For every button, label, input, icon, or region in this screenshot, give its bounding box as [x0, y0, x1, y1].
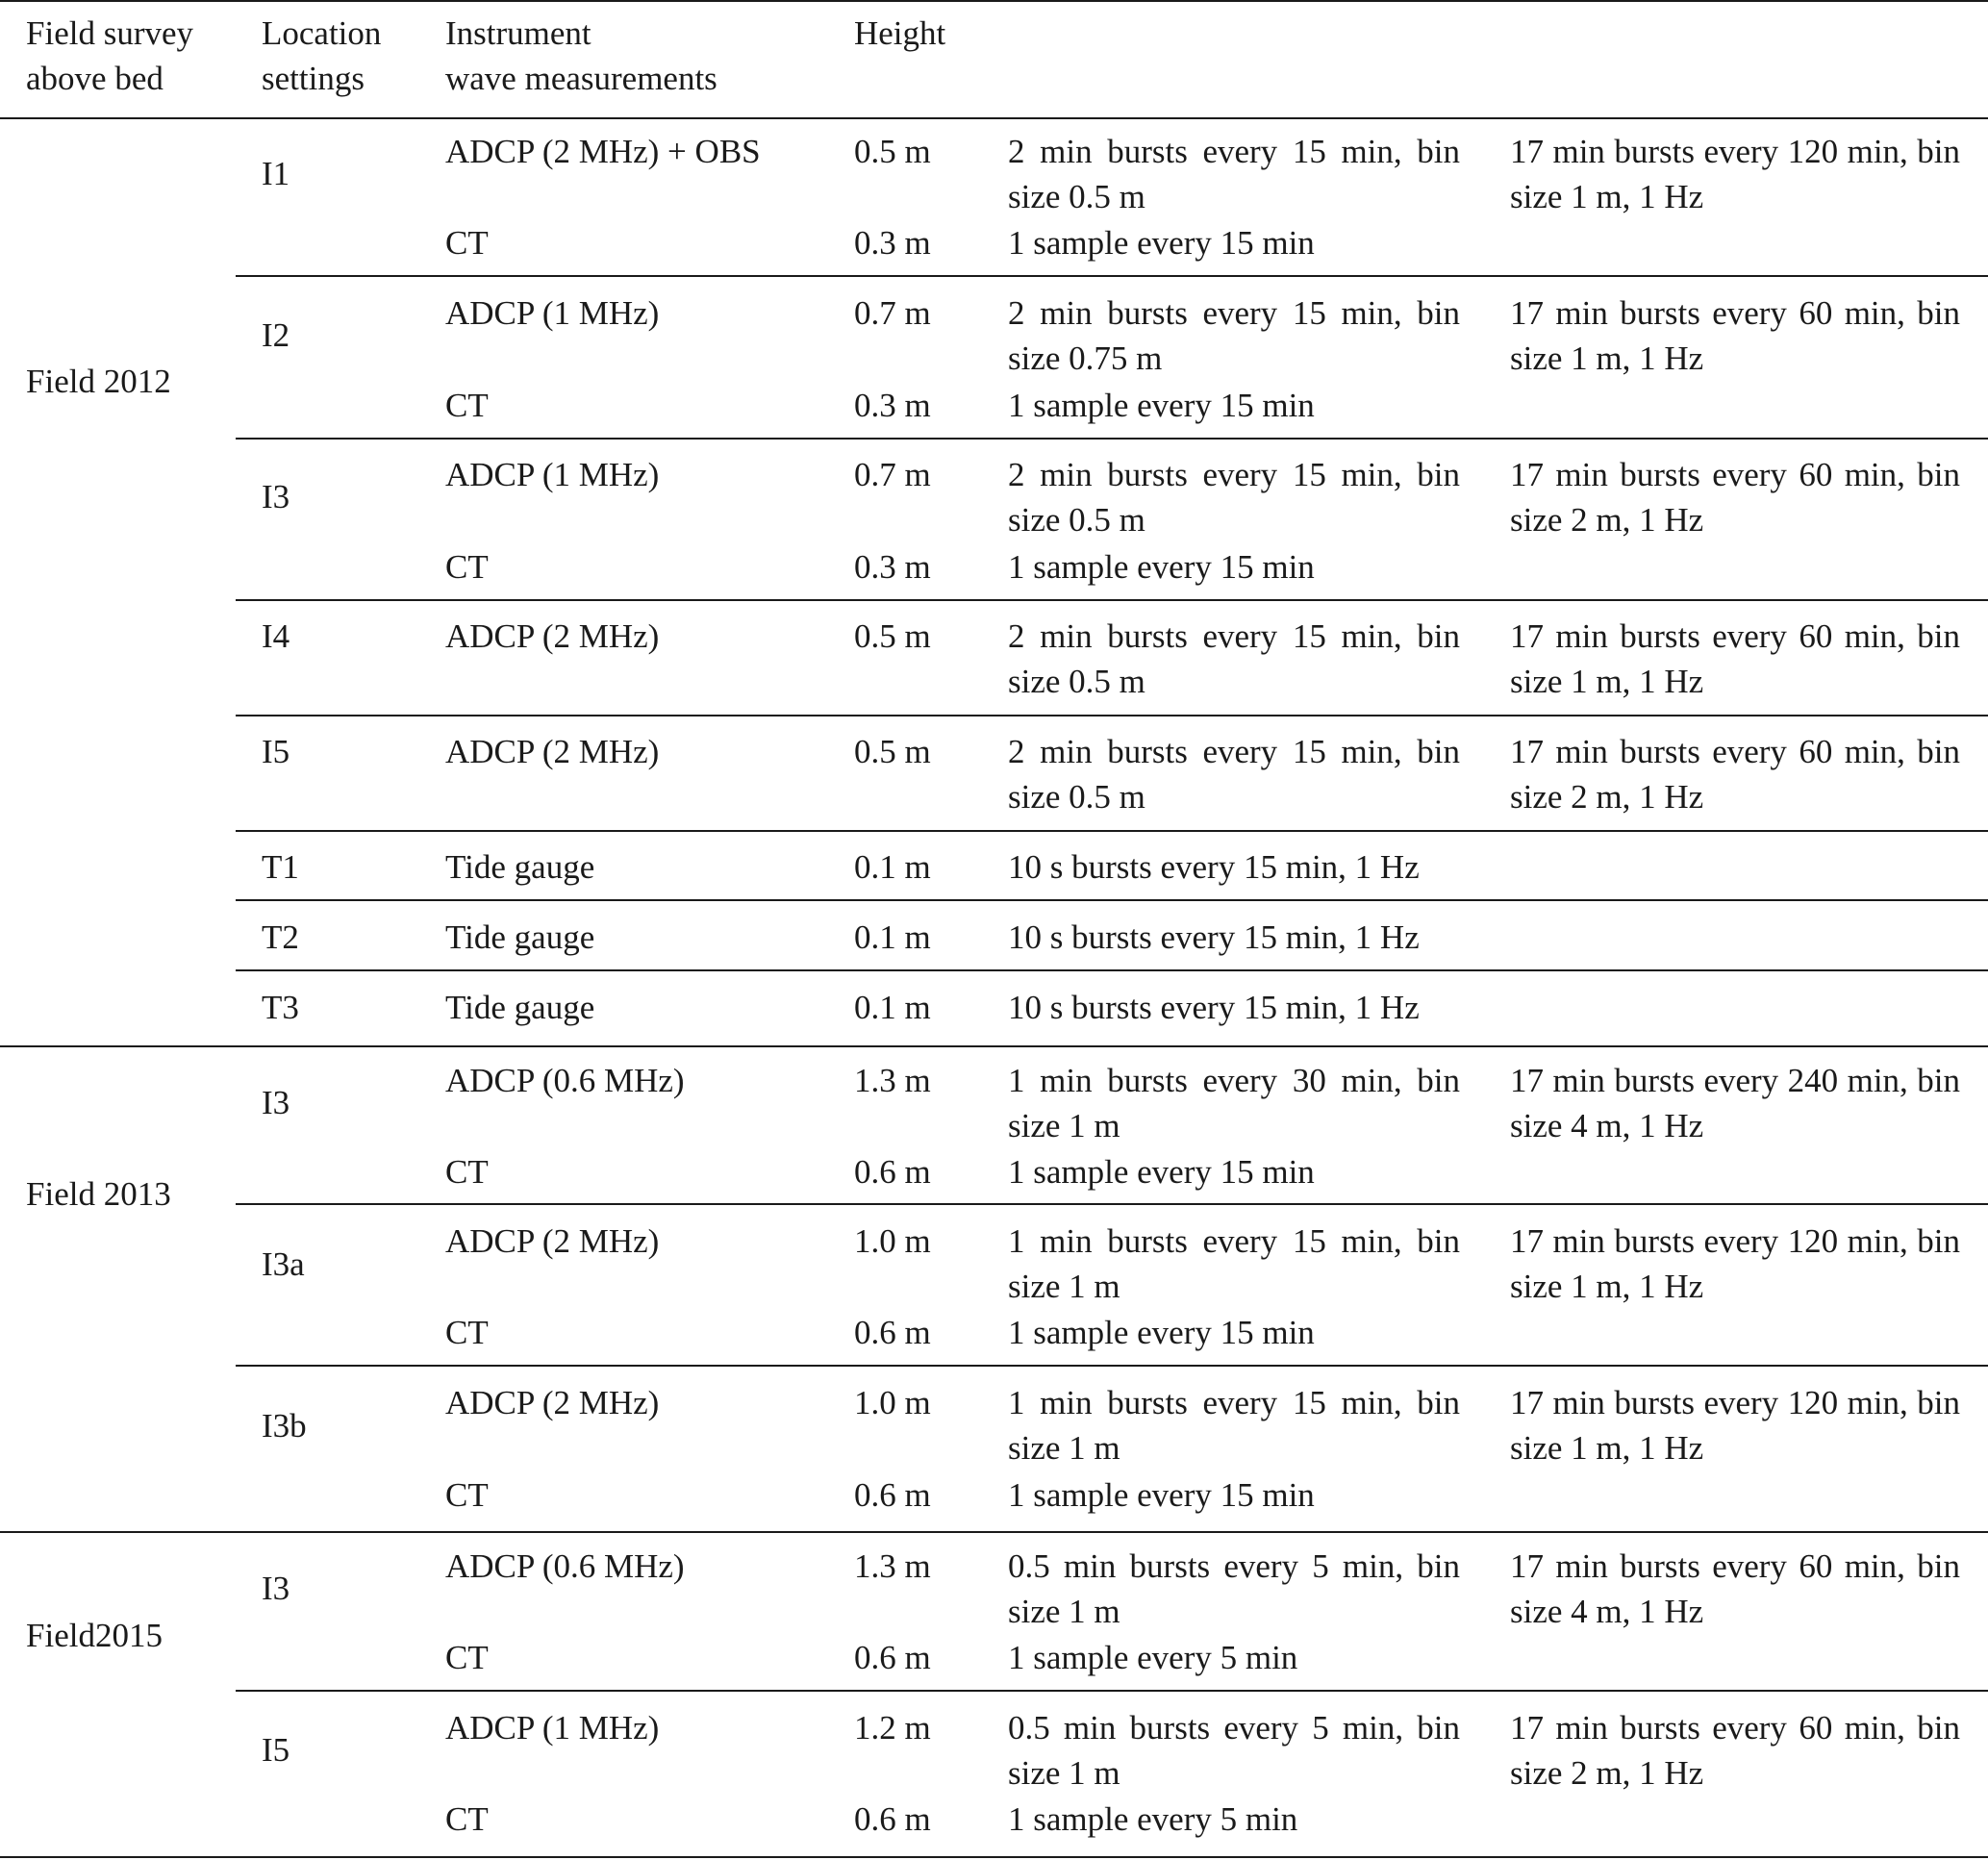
sampling-cell: 0.5 min bursts every 5 min, bin size 1 m	[1008, 1547, 1460, 1630]
instrument-cell: ADCP (0.6 MHz)	[445, 1062, 685, 1099]
location-rule	[236, 1203, 1988, 1205]
location-label: T3	[262, 989, 299, 1026]
height-cell: 0.3 m	[854, 387, 931, 424]
height-cell: 0.1 m	[854, 989, 931, 1026]
location-label: I3	[262, 478, 290, 515]
sampling-cell: 2 min bursts every 15 min, bin size 0.5 m	[1008, 133, 1460, 215]
instrument-cell: CT	[445, 548, 489, 586]
instrument-cell: CT	[445, 1314, 489, 1351]
instrument-cell: Tide gauge	[445, 989, 595, 1026]
height-cell: 0.5 m	[854, 133, 931, 170]
height-cell: 0.3 m	[854, 548, 931, 586]
survey-rule	[0, 1531, 1988, 1533]
location-rule	[236, 1365, 1988, 1367]
sampling-cell: 1 sample every 15 min	[1008, 1476, 1315, 1514]
height-cell: 1.0 m	[854, 1222, 931, 1260]
height-cell: 1.3 m	[854, 1062, 931, 1099]
instrument-cell: ADCP (2 MHz)	[445, 1222, 660, 1260]
height-cell: 1.0 m	[854, 1384, 931, 1421]
instrument-cell: CT	[445, 1153, 489, 1191]
location-label: I5	[262, 1731, 290, 1769]
height-cell: 1.2 m	[854, 1709, 931, 1747]
instrument-cell: ADCP (0.6 MHz)	[445, 1547, 685, 1585]
location-label: I4	[262, 617, 290, 655]
location-rule	[236, 899, 1988, 901]
wave-sampling-cell: 17 min bursts every 60 min, bin size 1 m, 1 Hz	[1510, 294, 1960, 377]
sampling-cell: 2 min bursts every 15 min, bin size 0.5 m	[1008, 733, 1460, 816]
location-rule	[236, 438, 1988, 440]
sampling-cell: 1 min bursts every 15 min, bin size 1 m	[1008, 1222, 1460, 1305]
header-instrument-line1: Instrument	[445, 14, 591, 52]
sampling-cell: 1 min bursts every 30 min, bin size 1 m	[1008, 1062, 1460, 1144]
header-survey-line1: Field survey	[26, 14, 194, 52]
instrument-cell: Tide gauge	[445, 918, 595, 956]
survey-label: Field2015	[26, 1617, 163, 1654]
sampling-cell: 0.5 min bursts every 5 min, bin size 1 m	[1008, 1709, 1460, 1792]
height-cell: 0.7 m	[854, 294, 931, 332]
instrument-cell: CT	[445, 224, 489, 262]
table-top-rule	[0, 0, 1988, 2]
height-cell: 0.5 m	[854, 617, 931, 655]
location-rule	[236, 969, 1988, 971]
sampling-cell: 1 sample every 5 min	[1008, 1639, 1298, 1676]
height-cell: 0.6 m	[854, 1800, 931, 1838]
instrument-cell: ADCP (1 MHz)	[445, 294, 660, 332]
sampling-cell: 1 sample every 5 min	[1008, 1800, 1298, 1838]
location-label: I3	[262, 1084, 290, 1121]
header-location-line1: Location	[262, 14, 382, 52]
location-label: I2	[262, 316, 290, 354]
height-cell: 0.5 m	[854, 733, 931, 770]
header-height: Height	[854, 14, 946, 52]
instrument-cell: ADCP (2 MHz)	[445, 1384, 660, 1421]
location-label: T1	[262, 848, 299, 886]
instrument-cell: CT	[445, 1800, 489, 1838]
sampling-cell: 10 s bursts every 15 min, 1 Hz	[1008, 848, 1420, 886]
location-rule	[236, 275, 1988, 277]
header-rule	[0, 117, 1988, 119]
sampling-cell: 2 min bursts every 15 min, bin size 0.5 m	[1008, 617, 1460, 700]
location-rule	[236, 1690, 1988, 1692]
sampling-cell: 10 s bursts every 15 min, 1 Hz	[1008, 918, 1420, 956]
wave-sampling-cell: 17 min bursts every 60 min, bin size 2 m, 1 Hz	[1510, 1709, 1960, 1792]
wave-sampling-cell: 17 min bursts every 60 min, bin size 4 m, 1 Hz	[1510, 1547, 1960, 1630]
table-bottom-rule	[0, 1856, 1988, 1858]
wave-sampling-cell: 17 min bursts every 120 min, bin size 1 m, 1 Hz	[1510, 133, 1960, 215]
header-survey-line2: above bed	[26, 60, 164, 97]
instrument-cell: ADCP (2 MHz)	[445, 617, 660, 655]
sampling-cell: 1 min bursts every 15 min, bin size 1 m	[1008, 1384, 1460, 1467]
instrument-cell: CT	[445, 1639, 489, 1676]
sampling-cell: 1 sample every 15 min	[1008, 1153, 1315, 1191]
location-label: I3	[262, 1570, 290, 1607]
wave-sampling-cell: 17 min bursts every 60 min, bin size 2 m, 1 Hz	[1510, 733, 1960, 816]
location-rule	[236, 599, 1988, 601]
location-label: I3a	[262, 1245, 305, 1283]
instrument-cell: ADCP (2 MHz)	[445, 733, 660, 770]
sampling-cell: 1 sample every 15 min	[1008, 387, 1315, 424]
wave-sampling-cell: 17 min bursts every 120 min, bin size 1 m, 1 Hz	[1510, 1384, 1960, 1467]
sampling-cell: 10 s bursts every 15 min, 1 Hz	[1008, 989, 1420, 1026]
height-cell: 0.6 m	[854, 1639, 931, 1676]
wave-sampling-cell: 17 min bursts every 240 min, bin size 4 m, 1 Hz	[1510, 1062, 1960, 1144]
height-cell: 0.1 m	[854, 848, 931, 886]
wave-sampling-cell: 17 min bursts every 60 min, bin size 1 m, 1 Hz	[1510, 617, 1960, 700]
height-cell: 0.6 m	[854, 1153, 931, 1191]
sampling-cell: 2 min bursts every 15 min, bin size 0.5 m	[1008, 456, 1460, 539]
location-rule	[236, 715, 1988, 716]
wave-sampling-cell: 17 min bursts every 120 min, bin size 1 m, 1 Hz	[1510, 1222, 1960, 1305]
height-cell: 0.3 m	[854, 224, 931, 262]
header-location-line2: settings	[262, 60, 365, 97]
instrument-cell: ADCP (2 MHz) + OBS	[445, 133, 761, 170]
survey-label: Field 2013	[26, 1175, 171, 1213]
location-label: I1	[262, 155, 290, 192]
height-cell: 0.1 m	[854, 918, 931, 956]
location-label: I5	[262, 733, 290, 770]
height-cell: 0.7 m	[854, 456, 931, 493]
location-label: T2	[262, 918, 299, 956]
sampling-cell: 1 sample every 15 min	[1008, 1314, 1315, 1351]
sampling-cell: 1 sample every 15 min	[1008, 548, 1315, 586]
survey-label: Field 2012	[26, 363, 171, 400]
instrument-cell: CT	[445, 1476, 489, 1514]
sampling-cell: 2 min bursts every 15 min, bin size 0.75 m	[1008, 294, 1460, 377]
survey-rule	[0, 1045, 1988, 1047]
header-instrument-line2: wave measurements	[445, 60, 717, 97]
location-rule	[236, 830, 1988, 832]
instrument-cell: ADCP (1 MHz)	[445, 1709, 660, 1747]
instrument-cell: ADCP (1 MHz)	[445, 456, 660, 493]
location-label: I3b	[262, 1407, 307, 1445]
instrument-cell: CT	[445, 387, 489, 424]
height-cell: 0.6 m	[854, 1476, 931, 1514]
height-cell: 1.3 m	[854, 1547, 931, 1585]
instrument-cell: Tide gauge	[445, 848, 595, 886]
sampling-cell: 1 sample every 15 min	[1008, 224, 1315, 262]
height-cell: 0.6 m	[854, 1314, 931, 1351]
wave-sampling-cell: 17 min bursts every 60 min, bin size 2 m, 1 Hz	[1510, 456, 1960, 539]
